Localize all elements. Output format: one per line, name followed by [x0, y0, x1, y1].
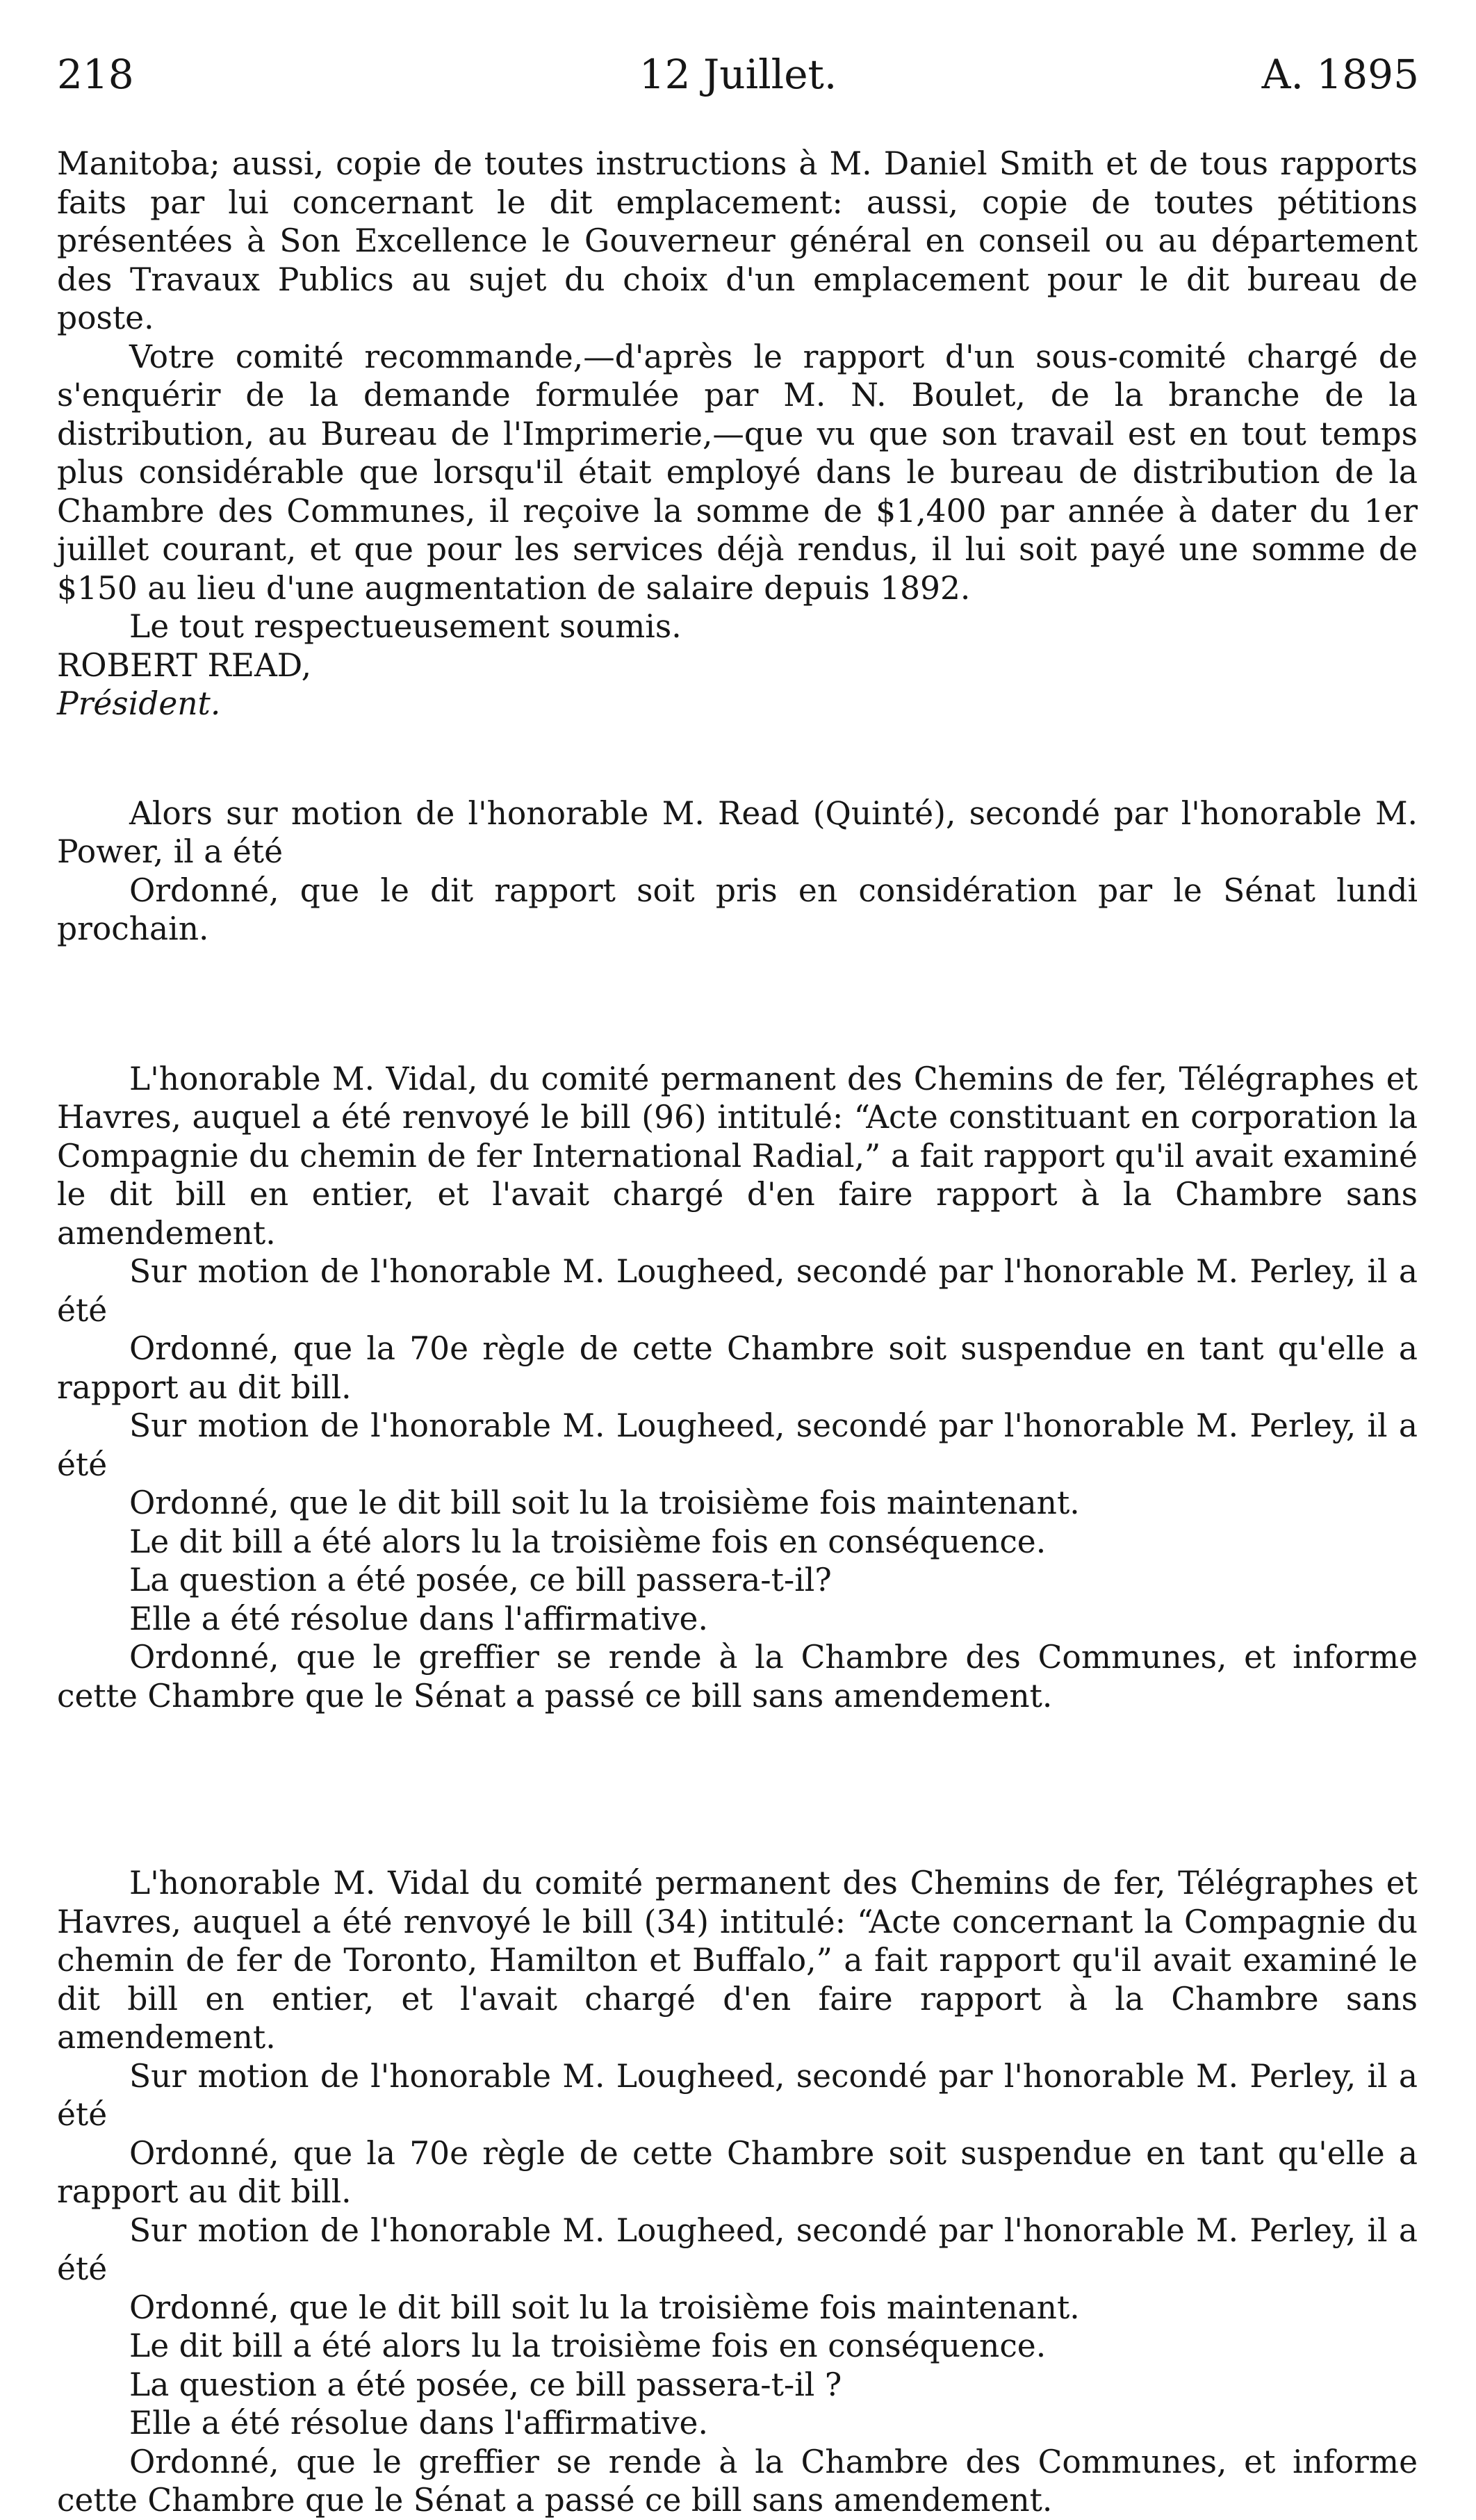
- proceeding-line: Elle a été résolue dans l'affirmative.: [129, 1600, 708, 1637]
- order-paragraph: Ordonné, que le greffier se rende à la Chambre des Communes, et informe cette Chambre que le Sénat a passé ce bill sans amendement.: [57, 2443, 1418, 2519]
- proceeding-line: La question a été posée, ce bill passera-t-il ?: [129, 2366, 842, 2403]
- motion-paragraph: Alors sur motion de l'honorable M. Read (Quinté), secondé par l'honorable M. Power, il a été: [57, 794, 1418, 870]
- order-paragraph: Ordonné, que le dit rapport soit pris en considération par le Sénat lundi prochain.: [57, 872, 1418, 947]
- proceeding-line: La question a été posée, ce bill passera-t-il?: [129, 1562, 832, 1598]
- order-paragraph: Ordonné, que la 70e règle de cette Chambre soit suspendue en tant qu'elle a rapport au dit bill.: [57, 1330, 1418, 1406]
- proceeding-line: Le dit bill a été alors lu la troisième fois en conséquence.: [129, 1523, 1047, 1560]
- order-paragraph: Ordonné, que le greffier se rende à la Chambre des Communes, et informe cette Chambre que le Sénat a passé ce bill sans amendement.: [57, 1639, 1418, 1715]
- bill-34-proceedings: [57, 1864, 1418, 2520]
- motion-paragraph: Sur motion de l'honorable M. Lougheed, secondé par l'honorable M. Perley, il a été: [57, 2211, 1418, 2287]
- proceeding-line: Elle a été résolue dans l'affirmative.: [129, 2405, 708, 2441]
- report-closing: Le tout respectueusement soumis.: [129, 608, 682, 645]
- page-number: 218: [57, 51, 134, 98]
- header-year: A. 1895: [1261, 51, 1419, 98]
- motion-paragraph: Sur motion de l'honorable M. Lougheed, secondé par l'honorable M. Perley, il a été: [57, 2057, 1418, 2133]
- signature-name: ROBERT READ,: [57, 646, 312, 684]
- motion-paragraph: Sur motion de l'honorable M. Lougheed, secondé par l'honorable M. Perley, il a été: [57, 1407, 1418, 1483]
- signature-title: Président.: [57, 685, 221, 722]
- bill-report-paragraph: L'honorable M. Vidal, du comité permanent des Chemins de fer, Télégraphes et Havres, auquel a été renvoyé le bill (96) intitulé: “Acte constituant en corporation la Compagnie du chemin de fer International Radial,” a fait rapport qu'il avait examiné le dit bill en entier, et l'avait chargé d'en faire rapport à la Chambre sans amendement.: [57, 1060, 1418, 1252]
- header-date: 12 Juillet.: [639, 51, 837, 98]
- order-paragraph: Ordonné, que le dit bill soit lu la troisième fois maintenant.: [129, 2289, 1080, 2326]
- motion-paragraph: Sur motion de l'honorable M. Lougheed, secondé par l'honorable M. Perley, il a été: [57, 1253, 1418, 1329]
- order-paragraph: Ordonné, que la 70e règle de cette Chambre soit suspendue en tant qu'elle a rapport au dit bill.: [57, 2134, 1418, 2210]
- page-body: [57, 145, 1418, 2520]
- report-paragraph: Votre comité recommande,—d'après le rapport d'un sous-comité chargé de s'enquérir de la demande formulée par M. N. Boulet, de la branche de la distribution, au Bureau de l'Imprimerie,—que vu que son travail est en tout temps plus considérable que lorsqu'il était employé dans le bureau de distribution de la Chambre des Communes, il reçoive la somme de $1,400 par année à dater du 1er juillet courant, et que pour les services déjà rendus, il lui soit payé une somme de $150 au lieu d'une augmentation de salaire depuis 1892.: [57, 338, 1418, 607]
- consideration-motion: [57, 794, 1418, 949]
- report-paragraph: Manitoba; aussi, copie de toutes instructions à M. Daniel Smith et de tous rapports faits par lui concernant le dit emplacement: aussi, copie de toutes pétitions présentées à Son Excellence le Gouverneur général en conseil ou au département des Travaux Publics au sujet du choix d'un emplacement pour le dit bureau de poste.: [57, 145, 1418, 336]
- bill-96-proceedings: [57, 1060, 1418, 1716]
- proceeding-line: Le dit bill a été alors lu la troisième fois en conséquence.: [129, 2327, 1047, 2364]
- order-paragraph: Ordonné, que le dit bill soit lu la troisième fois maintenant.: [129, 1484, 1080, 1521]
- running-header: [57, 50, 1419, 99]
- committee-report: [57, 145, 1418, 723]
- bill-report-paragraph: L'honorable M. Vidal du comité permanent des Chemins de fer, Télégraphes et Havres, auquel a été renvoyé le bill (34) intitulé: “Acte concernant la Compagnie du chemin de fer de Toronto, Hamilton et Buffalo,” a fait rapport qu'il avait examiné le dit bill en entier, et l'avait chargé d'en faire rapport à la Chambre sans amendement.: [57, 1865, 1418, 2056]
